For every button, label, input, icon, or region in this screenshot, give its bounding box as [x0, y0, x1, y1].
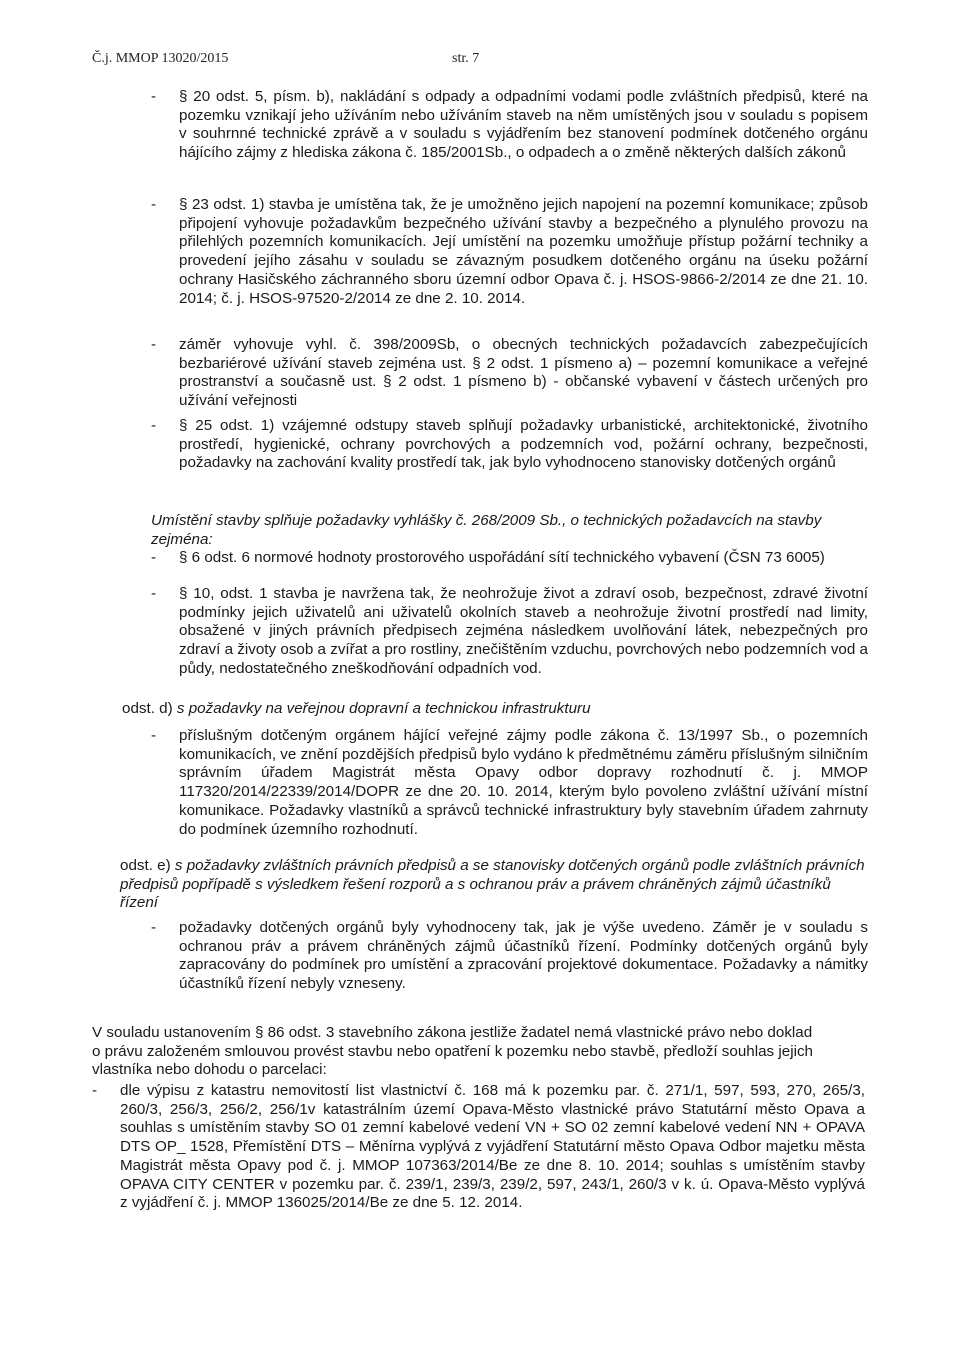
- list-dash: -: [151, 336, 157, 353]
- list-dash: -: [151, 196, 157, 213]
- section-heading-title: s požadavky zvláštních právních předpisů a se stanovisky dotčených orgánů podle zvláštních právních předpisů popřípadě s výsledkem řešení rozporů a s ochranou práv a právem chráněných zájmů účastníků řízení: [120, 857, 865, 912]
- list-dash: -: [92, 1082, 98, 1099]
- page-number: str. 7: [452, 51, 480, 66]
- list-item-text: příslušným dotčeným orgánem hájící veřejné zájmy podle zákona č. 13/1997 Sb., o pozemních komunikacích, ve znění pozdějších předpisů bylo vydáno k předmětnému záměru příslušným silničním správním úřadem Magistrát města Opavy odbor dopravy rozhodnutí č. j. MMOP 117320/2014/22339/2014/DOPR ze dne 20. 10. 2014, kterým bylo povoleno zvláštní užívání místní komunikace. Požadavky vlastníků a správců technické infrastruktury byly stavebním úřadem zahrnuty do podmínek územního rozhodnutí.: [179, 727, 868, 838]
- list-item-text: dle výpisu z katastru nemovitostí list vlastnictví č. 168 má k pozemku par. č. 271/1, 597, 593, 270, 265/3, 260/3, 256/3, 256/2, 256/1v katastrálním území Opava-Město vlastnické právo Statutární město Opava a souhlas s umístěním stavby SO 01 zemní kabelové vedení VN + SO 02 zemní kabelové vedení NN + OPAVA DTS OP_ 1528, Přemístění DTS – Měnírna vyplývá z vyjádření Statutární město Opava Odbor majetku města Magistrát města Opavy pod č. j. MMOP 107363/2014/Be ze dne 8. 10. 2014; souhlas s umístěním stavby OPAVA CITY CENTER v pozemku par. č. 239/1, 239/3, 239/2, 597, 243/1, 260/3 v k. ú. Opava-Město vyplývá z vyjádření č. j. MMOP 136025/2014/Be ze dne 5. 12. 2014.: [120, 1082, 865, 1212]
- section-heading-vyhlaska: [151, 512, 867, 549]
- section-heading-title: s požadavky na veřejnou dopravní a technickou infrastrukturu: [176, 700, 591, 717]
- list-item-text: záměr vyhovuje vyhl. č. 398/2009Sb, o obecných technických požadavcích zabezpečujících bezbariérové užívání staveb zejména ust. § 2 odst. 1 písmeno a) – pozemní komunikace a veřejné prostranství a současně ust. § 2 odst. 1 písmeno b) - občanské vybavení v částech určených pro užívání veřejnosti: [179, 336, 868, 410]
- section-heading-e: [120, 857, 866, 913]
- list-item: [151, 919, 868, 994]
- list-item-text: § 25 odst. 1) vzájemné odstupy staveb splňují požadavky urbanistické, architektonické, životního prostředí, hygienické, ochrany povrchových a podzemních vod, požární ochrany, bezpečnosti, požadavky na zachování kvality prostředí tak, jak bylo vyhodnoceno stanovisky dotčených orgánů: [179, 417, 868, 472]
- list-item: [151, 196, 868, 308]
- list-item: [151, 549, 868, 568]
- section-heading-text: [120, 857, 866, 913]
- section-prefix: odst. d): [122, 700, 173, 717]
- list-dash: -: [151, 727, 157, 744]
- list-dash: -: [151, 88, 157, 105]
- list-item: [151, 88, 868, 163]
- section-heading-text: [122, 700, 868, 719]
- list-item-text: § 23 odst. 1) stavba je umístěna tak, že je umožněno jejich napojení na pozemní komunikace; způsob připojení vyhovuje požadavkům bezpečného užívání stavby a bezpečného a plynulého provozu na přilehlých pozemních komunikacích. Její umístění na pozemku umožňuje přístup požární techniky a provedení jejího zásahu v souladu se závazným posudkem dotčeného orgánu na úseku požární ochrany Hasičského záchranného sboru územní odbor Opava č. j. HSOS-9866-2/2014 ze dne 21. 10. 2014; č. j. HSOS-97520-2/2014 ze dne 2. 10. 2014.: [179, 196, 868, 307]
- list-item: [151, 417, 868, 473]
- list-dash: -: [151, 417, 157, 434]
- paragraph-text: V souladu ustanovením § 86 odst. 3 stavebního zákona jestliže žadatel nemá vlastnické právo nebo doklad o právu založeném smlouvou provést stavbu nebo opatření k pozemku nebo stavbě, předloží souhlas jejich vlastníka nebo dohodu o parcelaci:: [92, 1024, 813, 1079]
- list-item: [151, 336, 868, 411]
- section-heading-d: [122, 700, 868, 719]
- reference-number: Č.j. MMOP 13020/2015: [92, 51, 229, 66]
- list-item-text: požadavky dotčených orgánů byly vyhodnoceny tak, jak je výše uvedeno. Záměr je v souladu s ochranou práv a právem chráněných zájmů účastníků řízení. Podmínky dotčených orgánů byly zapracovány do podmínek pro umístění a zpracování projektové dokumentace. Požadavky a námitky účastníků řízení nebyly vzneseny.: [179, 919, 868, 993]
- list-item: [151, 727, 868, 839]
- list-item-text: § 6 odst. 6 normové hodnoty prostorového uspořádání sítí technického vybavení (ČSN 73 6005): [179, 549, 825, 566]
- list-item-text: § 20 odst. 5, písm. b), nakládání s odpady a odpadními vodami podle zvláštních předpisů, které na pozemku vznikají jeho užíváním nebo užíváním staveb na něm umístěných jsou v souladu s popisem v souhrnné technické zprávě a v souladu s vyjádřením bez stanovení podmínek dotčeného orgánu hájícího zájmy z hlediska zákona č. 185/2001Sb., o odpadech a o změně některých dalších zákonů: [179, 88, 868, 162]
- list-dash: -: [151, 919, 157, 936]
- list-item-text: § 10, odst. 1 stavba je navržena tak, že neohrožuje život a zdraví osob, bezpečnost, zdravé životní podmínky jejich uživatelů ani uživatelů okolních staveb a neohrožuje životní prostředí nad limity, obsažené v jiných právních předpisech zejména následkem uvolňování látek, nebezpečných pro zdraví a životy osob a zvířat a pro rostliny, znečištěním vzduchu, povrchových nebo podzemních vod a půdy, nedostatečného zneškodňování odpadních vod.: [179, 585, 868, 677]
- list-dash: -: [151, 585, 157, 602]
- list-item: [151, 585, 868, 679]
- list-dash: -: [151, 549, 157, 566]
- section-heading-text: Umístění stavby splňuje požadavky vyhlášky č. 268/2009 Sb., o technických požadavcích na stavby zejména:: [151, 512, 822, 548]
- paragraph-86: [92, 1024, 822, 1080]
- section-prefix: odst. e): [120, 857, 171, 874]
- list-item: [92, 1082, 865, 1213]
